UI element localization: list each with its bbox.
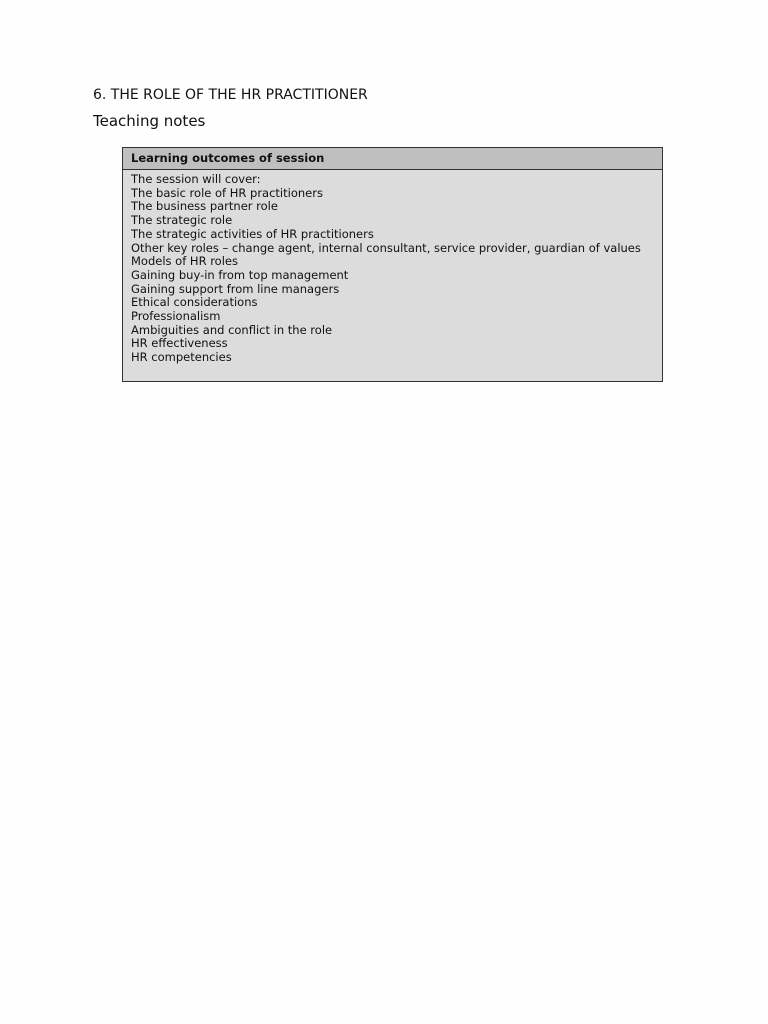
outcome-item: HR effectiveness [131,336,228,351]
outcome-item: The basic role of HR practitioners [131,185,323,200]
outcome-item: HR competencies [131,350,232,365]
outcome-item: Other key roles – change agent, internal consultant, service provider, guardian of values [131,240,641,255]
outcome-item: Gaining support from line managers [131,281,340,296]
outcome-item: The business partner role [131,199,278,214]
outcome-item: Ethical considerations [131,295,258,310]
learning-outcomes-body [123,170,662,365]
teaching-notes-heading: Teaching notes [93,112,206,130]
outcome-item: Professionalism [131,309,221,324]
session-intro: The session will cover: [131,172,261,186]
learning-outcomes-header: Learning outcomes of session [123,148,662,170]
outcome-item: Gaining buy-in from top management [131,267,349,282]
section-heading: 6. THE ROLE OF THE HR PRACTITIONER [93,87,368,103]
outcome-item: The strategic activities of HR practitioners [131,226,374,241]
outcome-item: Ambiguities and conflict in the role [131,322,333,337]
outcome-item: The strategic role [131,213,233,228]
learning-outcomes-table [122,147,663,382]
outcome-item: Models of HR roles [131,254,238,269]
